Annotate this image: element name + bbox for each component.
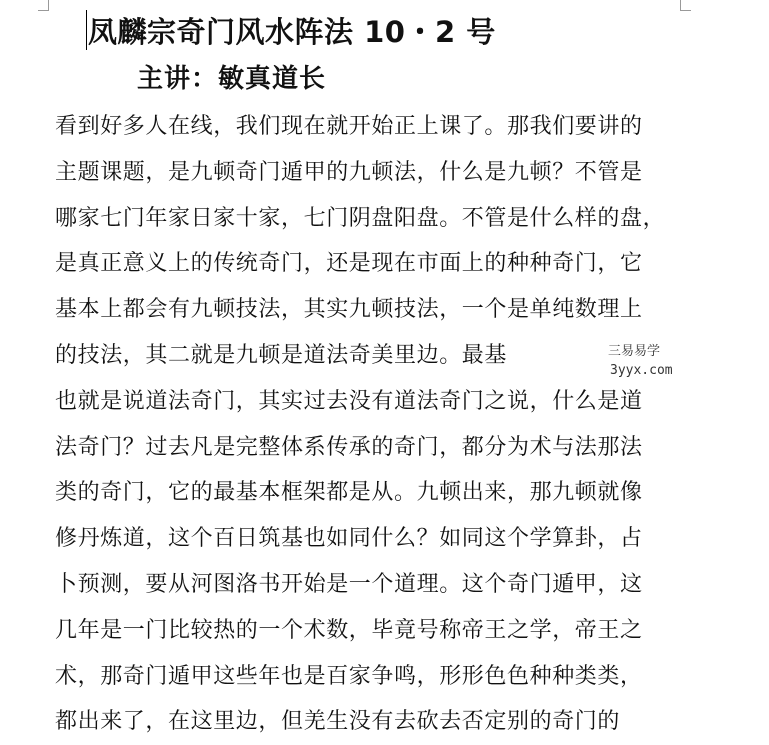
body-line: 几年是一门比较热的一个术数，毕竟号称帝王之学，帝王之 bbox=[55, 617, 643, 643]
body-line: 修丹炼道，这个百日筑基也如同什么？如同这个学算卦，占 bbox=[55, 526, 643, 552]
body-line: 的技法，其二就是九顿是道法奇美里边。最基 bbox=[55, 342, 508, 368]
body-line: 基本上都会有九顿技法，其实九顿技法，一个是单纯数理上 bbox=[55, 297, 643, 323]
body-line: 哪家七门年家日家十家，七门阴盘阳盘。不管是什么样的盘， bbox=[55, 205, 666, 231]
body-line: 是真正意义上的传统奇门，还是现在市面上的种种奇门，它 bbox=[55, 251, 643, 277]
watermark bbox=[608, 342, 673, 380]
body-line: 类的奇门，它的最基本框架都是从。九顿出来，那九顿就像 bbox=[55, 480, 643, 506]
watermark-line-name: 三易易学 bbox=[608, 344, 661, 359]
text-cursor bbox=[86, 10, 87, 50]
document-subtitle[interactable]: 主讲：敏真道长 bbox=[137, 64, 327, 94]
body-line: 卜预测，要从河图洛书开始是一个道理。这个奇门遁甲，这 bbox=[55, 571, 643, 597]
document-body[interactable] bbox=[55, 104, 695, 745]
body-line: 看到好多人在线，我们现在就开始正上课了。那我们要讲的 bbox=[55, 114, 643, 139]
margin-corner-mark-left bbox=[38, 0, 49, 11]
body-line: 都出来了，在这里边，但羌生没有去砍去否定别的奇门的 bbox=[55, 709, 621, 735]
body-line: 术，那奇门遁甲这些年也是百家争鸣，形形色色种种类类， bbox=[55, 663, 643, 689]
body-line: 主题课题，是九顿奇门遁甲的九顿法，什么是九顿？不管是 bbox=[55, 159, 643, 185]
body-line: 也就是说道法奇门，其实过去没有道法奇门之说，什么是道 bbox=[55, 388, 643, 414]
margin-corner-mark-right bbox=[680, 0, 691, 11]
body-line: 法奇门？过去凡是完整体系传承的奇门，都分为术与法那法 bbox=[55, 434, 643, 460]
document-title[interactable]: 凤麟宗奇门风水阵法 10・2 号 bbox=[88, 15, 496, 49]
watermark-line-url: 3yyx.com bbox=[610, 363, 673, 378]
